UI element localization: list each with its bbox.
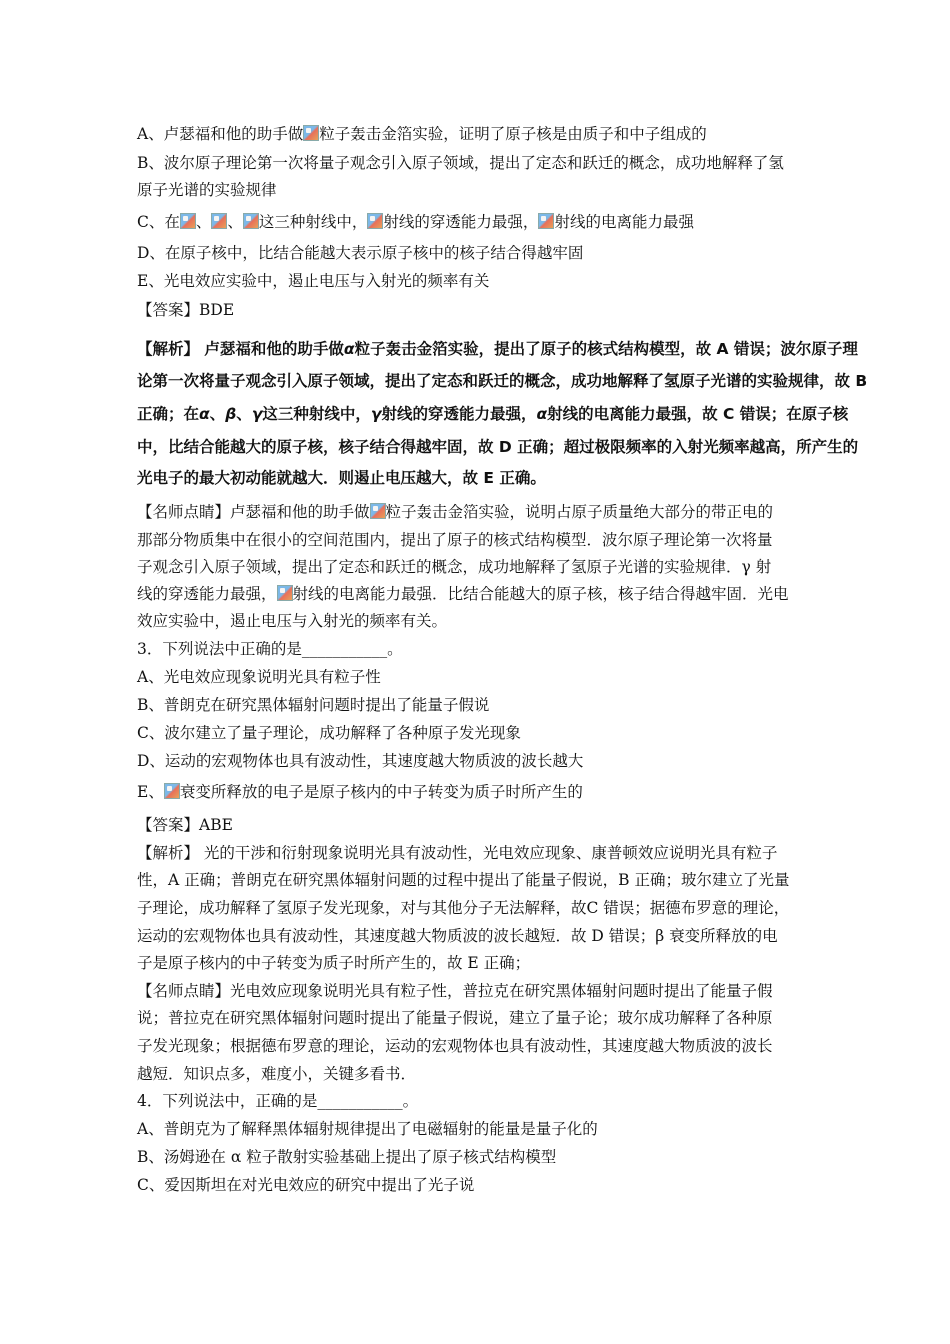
q2-option-b-line1: B、波尔原子理论第一次将量子观念引入原子领域，提出了定态和跃迁的概念，成功地解释了氢 [137,154,784,172]
q4-option-c: C、爱因斯坦在对光电效应的研究中提出了光子说 [137,1176,475,1194]
q2-analysis-line4: 中，比结合能越大的原子核，核子结合得越牢固，故 D 正确；超过极限频率的入射光频率越高，所产生的 [137,438,859,456]
broken-image-icon [370,503,386,519]
q3-tip-line3: 子发光现象；根据德布罗意的理论，运动的宏观物体也具有波动性，其速度越大物质波的波长 [137,1037,773,1055]
q3-answer: 【答案】ABE [137,816,233,834]
q3-option-b: B、普朗克在研究黑体辐射问题时提出了能量子假说 [137,696,490,714]
q3-analysis-line1: 【解析】 光的干涉和衍射现象说明光具有波动性，光电效应现象、康普顿效应说明光具有粒子 [137,844,778,862]
broken-image-icon [303,125,319,141]
q3-option-d: D、运动的宏观物体也具有波动性，其速度越大物质波的波长越大 [137,752,584,770]
q4-option-a: A、普朗克为了解释黑体辐射规律提出了电磁辐射的能量是量子化的 [137,1120,598,1138]
q3-analysis-line4: 运动的宏观物体也具有波动性，其速度越大物质波的波长越短．故 D 错误；β 衰变所释放的电 [137,927,778,945]
q3-stem: 3．下列说法中正确的是___________。 [137,640,403,658]
q2-analysis-line3: 正确；在α、β、γ这三种射线中，γ射线的穿透能力最强，α射线的电离能力最强，故 C 错误；在原子核 [137,405,849,423]
q2-option-e: E、光电效应实验中，遏止电压与入射光的频率有关 [137,272,490,290]
q2-analysis-line5: 光电子的最大初动能就越大．则遏止电压越大，故 E 正确。 [137,469,546,487]
q2-tip-line5: 效应实验中，遏止电压与入射光的频率有关。 [137,612,448,630]
q3-analysis-line5: 子是原子核内的中子转变为质子时所产生的，故 E 正确； [137,954,531,972]
q3-tip-line4: 越短．知识点多，难度小，关键多看书． [137,1065,417,1083]
q2-answer: 【答案】BDE [137,301,235,319]
broken-image-icon [180,213,196,229]
q2-tip-line1: 【名师点睛】卢瑟福和他的助手做 粒子轰击金箔实验，说明占原子质量绝大部分的带正电的 [137,503,774,521]
q3-tip-line1: 【名师点睛】光电效应现象说明光具有粒子性，普拉克在研究黑体辐射问题时提出了能量子假 [137,982,773,1000]
q2-tip-line4: 线的穿透能力最强， 射线的电离能力最强．比结合能越大的原子核，核子结合得越牢固．光电 [137,585,789,603]
q3-option-e: E、 衰变所释放的电子是原子核内的中子转变为质子时所产生的 [137,783,583,801]
q3-analysis-line2: 性，A 正确；普朗克在研究黑体辐射问题的过程中提出了能量子假说，B 正确；玻尔建立了光量 [137,871,790,889]
q4-option-b: B、汤姆逊在 α 粒子散射实验基础上提出了原子核式结构模型 [137,1148,557,1166]
q4-stem: 4．下列说法中，正确的是___________。 [137,1092,419,1110]
q3-option-c: C、波尔建立了量子理论，成功解释了各种原子发光现象 [137,724,521,742]
broken-image-icon [164,783,180,799]
broken-image-icon [538,213,554,229]
q2-option-d: D、在原子核中，比结合能越大表示原子核中的核子结合得越牢固 [137,244,584,262]
q3-option-a: A、光电效应现象说明光具有粒子性 [137,668,381,686]
q2-option-b-line2: 原子光谱的实验规律 [137,181,277,199]
q2-tip-line3: 子观念引入原子领域，提出了定态和跃迁的概念，成功地解释了氢原子光谱的实验规律．γ 射 [137,558,772,576]
broken-image-icon [211,213,227,229]
q2-tip-line2: 那部分物质集中在很小的空间范围内，提出了原子的核式结构模型．波尔原子理论第一次将量 [137,531,773,549]
q3-tip-line2: 说；普拉克在研究黑体辐射问题时提出了能量子假说，建立了量子论；玻尔成功解释了各种原 [137,1009,773,1027]
broken-image-icon [243,213,259,229]
q2-option-a: A、卢瑟福和他的助手做 粒子轰击金箔实验，证明了原子核是由质子和中子组成的 [137,125,707,143]
q3-analysis-line3: 子理论，成功解释了氢原子发光现象，对与其他分子无法解释，故C 错误；据德布罗意的理论， [137,899,790,917]
q2-analysis-line2: 论第一次将量子观念引入原子领域，提出了定态和跃迁的概念，成功地解释了氢原子光谱的实验规律，故 B [137,372,868,390]
q2-option-c: C、在 、 、 这三种射线中， 射线的穿透能力最强， 射线的电离能力最强 [137,213,694,231]
q2-analysis-line1: 【解析】 卢瑟福和他的助手做α粒子轰击金箔实验，提出了原子的核式结构模型，故 A 错误；波尔原子理 [137,340,858,358]
broken-image-icon [367,213,383,229]
broken-image-icon [277,585,293,601]
